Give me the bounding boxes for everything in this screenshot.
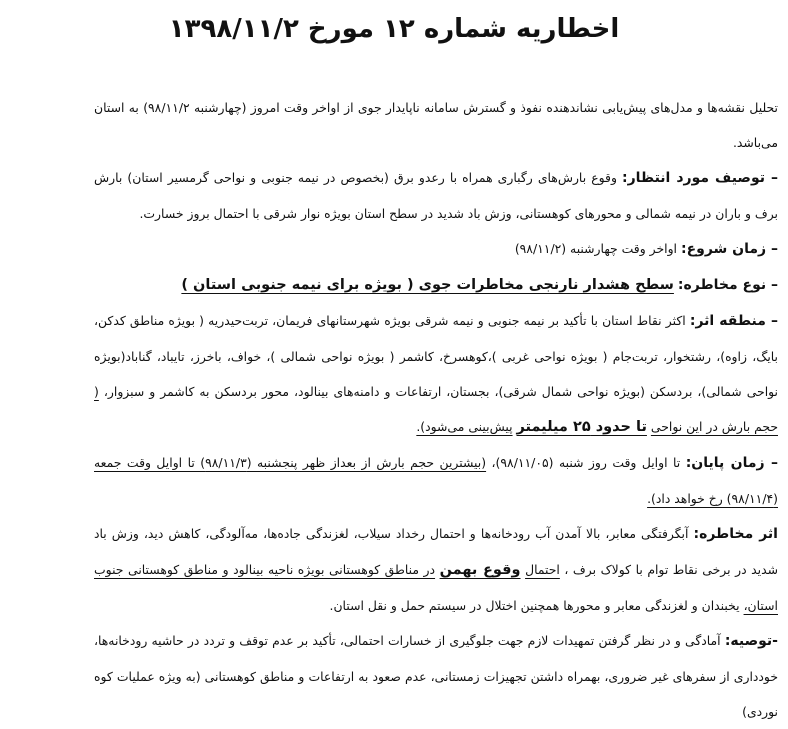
- affected-area-label: – منطقه اثر:: [689, 313, 778, 329]
- start-time-paragraph: [94, 231, 778, 267]
- hazard-type-label: – نوع مخاطره:: [677, 277, 778, 293]
- rain-volume-amount: تا حدود ۲۵ میلیمتر: [516, 419, 647, 435]
- expected-paragraph: [94, 160, 778, 231]
- hazard-type-text: سطح هشدار نارنجی مخاطرات جوی ( بویژه برای نیمه جنوبی استان ): [181, 277, 674, 293]
- page-title: اخطاریه شماره ۱۲ مورخ ۱۳۹۸/۱۱/۲: [168, 14, 620, 44]
- recommendation-label: -توصیه:: [724, 633, 778, 649]
- hazard-type-paragraph: [94, 267, 778, 303]
- rain-volume-prefix: ( حجم بارش در این نواحی: [94, 384, 778, 434]
- recommendation-paragraph: [94, 623, 778, 729]
- recommendation-text: آمادگی و در نظر گرفتن تمهیدات لازم جهت جلوگیری از خسارات احتمالی، تأکید بر عدم توقف و تردد در حاشیه رودخانه‌ها، خودداری از سفرهای غیر ضروری، بهمراه داشتن تجهیزات زمستانی، عدم صعود به ارتفاعات و مناطق کوهستانی (به ویژه عملیات کوه نوردی): [94, 633, 778, 719]
- intro-paragraph: [94, 90, 778, 160]
- hazard-effect-label: اثر مخاطره:: [693, 526, 778, 542]
- rain-volume-suffix: پیش‌بینی می‌شود).: [416, 419, 513, 434]
- hazard-effect-paragraph: [94, 516, 778, 623]
- end-time-peak-note: (بیشترین حجم بارش از بعداز ظهر پنجشنبه (۹۸/۱۱/۳) تا اوایل وقت جمعه (۹۸/۱۱/۴) رخ خواهد داد).: [94, 455, 778, 506]
- start-time-text: اواخر وقت چهارشنبه (۹۸/۱۱/۲): [514, 241, 678, 256]
- affected-area-paragraph: [94, 303, 778, 445]
- end-time-paragraph: [94, 445, 778, 516]
- affected-area-text: اکثر نقاط استان با تأکید بر نیمه جنوبی و نیمه شرقی بویژه شهرستانهای فریمان، تربت‌حیدریه ( بویژه مناطق کدکن، بایگ، زاوه)، رشتخوار، تربت‌جام ( بویژه نواحی غربی )،کوهسرخ، کاشمر ( بویژه نواحی شمالی )، خواف، باخرز، تایباد، گناباد(بویژه نواحی شمالی)، بردسکن (بویژه نواحی شمال شرقی)، بجستان، ارتفاعات و دامنه‌های بینالود، محور بردسکن به کاشمر و سبزوار،: [94, 313, 778, 399]
- avalanche-highlight: وقوع بهمن: [439, 562, 521, 578]
- avalanche-region: در مناطق کوهستانی بویژه ناحیه بینالود و مناطق کوهستانی جنوب استان،: [94, 562, 778, 613]
- intro-text: تحلیل نقشه‌ها و مدل‌های پیش‌یابی نشاندهنده نفوذ و گسترش سامانه ناپایدار جوی از اواخر وقت امروز (چهارشنبه ۹۸/۱۱/۲) به استان می‌باشد.: [94, 100, 778, 150]
- start-time-label: – زمان شروع:: [680, 241, 778, 257]
- document-body: [94, 90, 778, 729]
- expected-label: – توصیف مورد انتظار:: [622, 170, 778, 186]
- hazard-effect-tail: یخبندان و لغزندگی معابر و محورها همچنین اختلال در سیستم حمل و نقل استان.: [329, 598, 740, 613]
- avalanche-prefix: احتمال: [525, 562, 560, 577]
- end-time-text: تا اوایل وقت روز شنبه (۹۸/۱۱/۰۵)،: [491, 455, 681, 470]
- hazard-effect-text: آبگرفتگی معابر، بالا آمدن آب رودخانه‌ها و احتمال رخداد سیلاب، لغزندگی جاده‌ها، مه‌آلودگی، کاهش دید، وزش باد شدید در برخی نقاط توام با کولاک برف ،: [94, 526, 778, 577]
- expected-text: وقوع بارش‌های رگباری همراه با رعدو برق (بخصوص در نیمه جنوبی و نواحی گرمسیر استان) بارش برف و باران در نیمه شمالی و محورهای کوهستانی، وزش باد شدید در سطح استان بویژه نوار شرقی با احتمال بروز خسارت.: [94, 170, 778, 221]
- end-time-label: – زمان پایان:: [685, 455, 778, 471]
